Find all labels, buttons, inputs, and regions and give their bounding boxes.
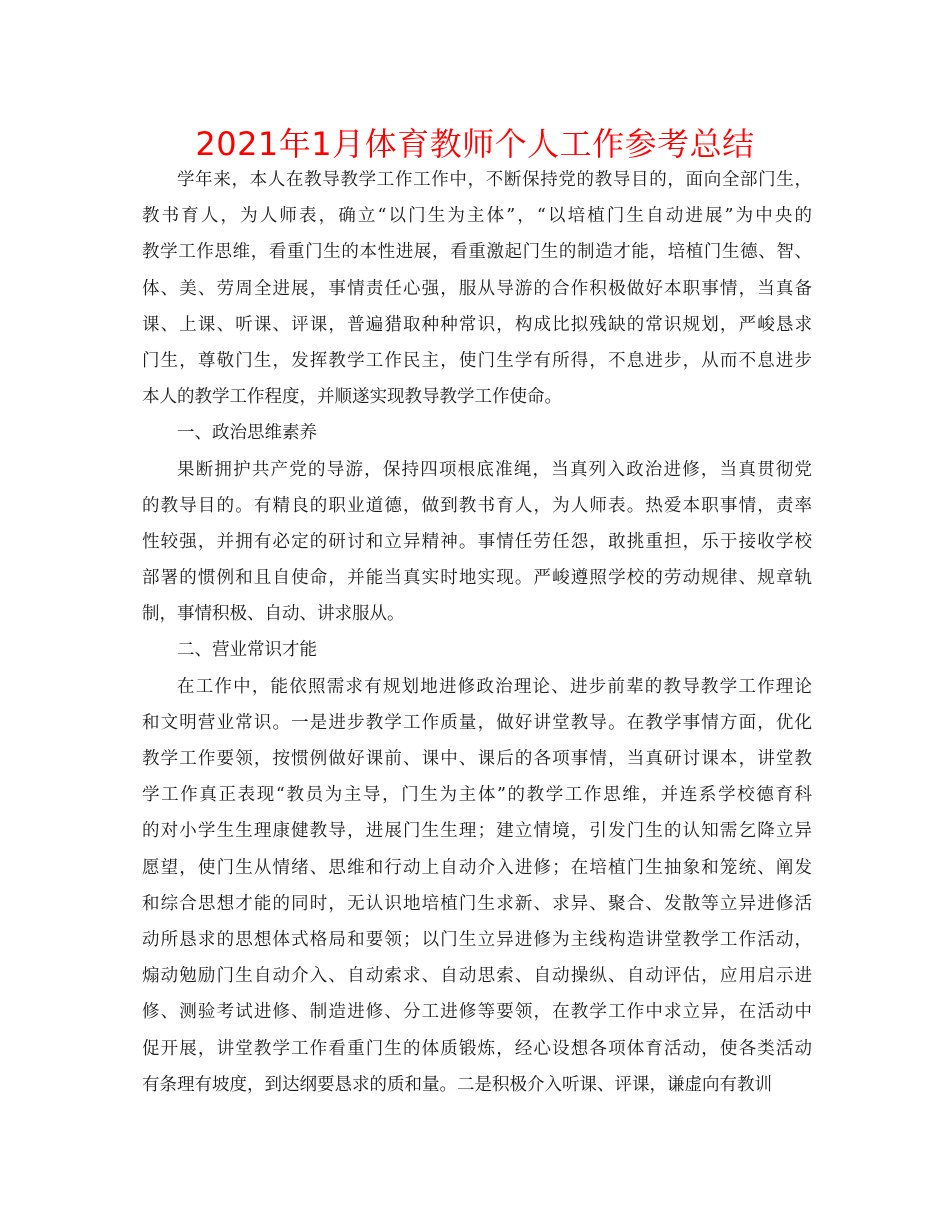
- paragraph-line: 门生，尊敬门生，发挥教学工作民主，使门生学有所得，不息进步，从而不息进步: [142, 350, 812, 371]
- paragraph-line: 制，事情积极、自动、讲求服从。: [142, 604, 405, 625]
- paragraph-line: 和综合思想才能的同时，无认识地培植门生求新、求异、聚合、发散等立异进修活: [142, 893, 812, 914]
- paragraph-line: 有条理有坡度，到达纲要恳求的质和量。二是积极介入听课、评课，谦虚向有教训: [142, 1074, 772, 1095]
- paragraph: [142, 669, 812, 1103]
- paragraph-line: 性较强，并拥有必定的研讨和立异精神。事情任劳任怨，敢挑重担，乐于接收学校: [142, 531, 812, 552]
- paragraph: [142, 632, 812, 668]
- paragraph-line: 煽动勉励门生自动介入、自动索求、自动思索、自动操纵、自动评估，应用启示进: [142, 966, 812, 987]
- paragraph-line: 课、上课、听课、评课，普遍猎取种种常识，构成比拟残缺的常识规划，严峻恳求: [142, 314, 812, 335]
- paragraph-line: 二、营业常识才能: [177, 640, 317, 661]
- paragraph: [142, 452, 812, 633]
- paragraph-line: 体、美、劳周全进展，事情责任心强，服从导游的合作积极做好本职事情，当真备: [142, 278, 812, 299]
- paragraph: [142, 162, 812, 415]
- paragraph-line: 教学工作思维，看重门生的本性进展，看重激起门生的制造才能，培植门生德、智、: [142, 242, 812, 263]
- paragraph-line: 动所恳求的思想体式格局和要领；以门生立异进修为主线构造讲堂教学工作活动，: [142, 929, 812, 950]
- paragraph-line: 教学工作要领，按惯例做好课前、课中、课后的各项事情，当真研讨课本，讲堂教: [142, 749, 812, 769]
- paragraph-line: 的教导目的。有精良的职业道德，做到教书育人，为人师表。热爱本职事情，责率: [142, 495, 812, 516]
- paragraph-line: 部署的惯例和且自使命，并能当真实时地实现。严峻遵照学校的劳动规律、规章轨: [142, 568, 812, 589]
- paragraph-line: 学年来，本人在教导教学工作工作中，不断保持党的教导目的，面向全部门生，: [177, 170, 812, 190]
- paragraph-line: 的对小学生生理康健教导，进展门生生理；建立情境，引发门生的认知需乞降立异: [142, 821, 812, 842]
- paragraph-line: 在工作中，能依照需求有规划地进修政治理论、进步前辈的教导教学工作理论: [177, 676, 812, 697]
- paragraph-line: 本人的教学工作程度，并顺遂实现教导教学工作使命。: [142, 387, 562, 408]
- paragraph-line: 一、政治思维素养: [177, 423, 317, 444]
- paragraph-line: 和文明营业常识。一是进步教学工作质量，做好讲堂教导。在教学事情方面，优化: [142, 712, 812, 733]
- paragraph-line: 促开展，讲堂教学工作看重门生的体质锻炼，经心设想各项体育活动，使各类活动: [142, 1038, 812, 1059]
- paragraph: [142, 415, 812, 451]
- paragraph-line: 修、测验考试进修、制造进修、分工进修等要领，在教学工作中求立异，在活动中: [142, 1002, 812, 1023]
- paragraph-line: 学工作真正表现“教员为主导，门生为主体”的教学工作思维，并连系学校德育科: [142, 785, 812, 806]
- paragraph-line: 教书育人，为人师表，确立“以门生为主体”，“以培植门生自动进展”为中央的: [142, 206, 812, 227]
- paragraph-line: 果断拥护共产党的导游，保持四项根底准绳，当真列入政治进修，当真贯彻党: [177, 459, 812, 480]
- document-title: 2021年1月体育教师个人工作参考总结: [195, 125, 755, 163]
- document-body: [142, 162, 812, 1103]
- paragraph-line: 愿望，使门生从情绪、思维和行动上自动介入进修；在培植门生抽象和笼统、阐发: [142, 857, 812, 878]
